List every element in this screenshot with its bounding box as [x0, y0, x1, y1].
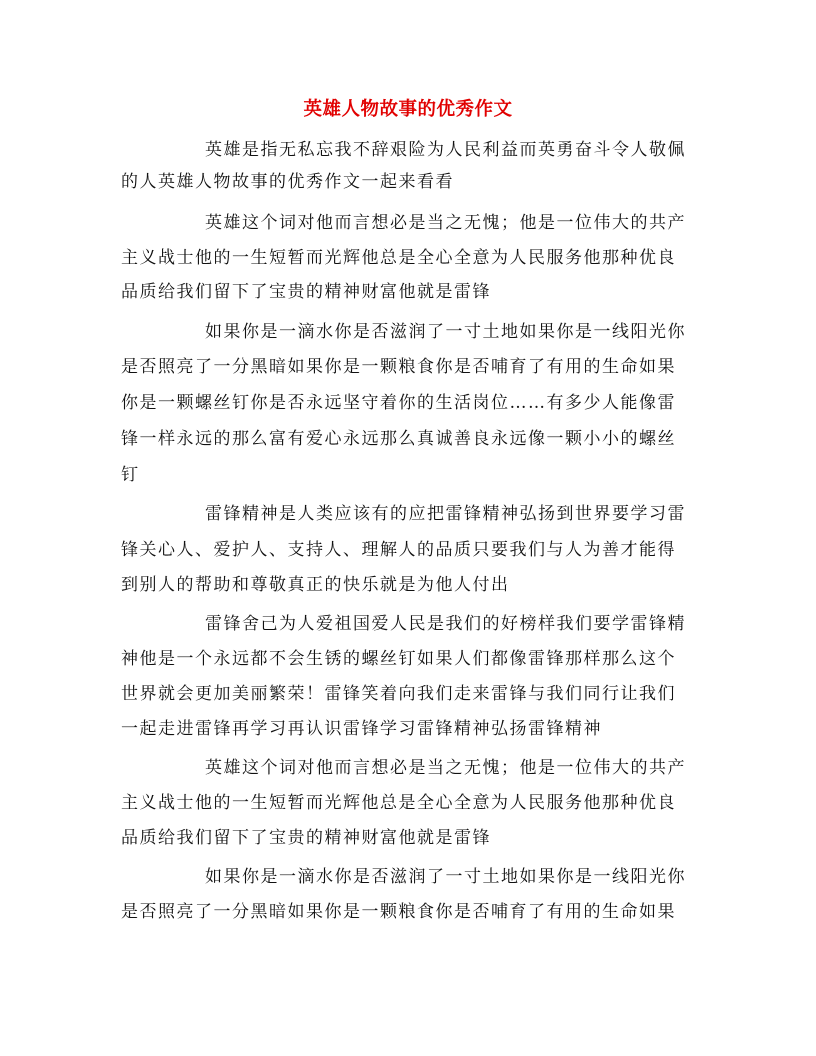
paragraph-6-line-3: 品质给我们留下了宝贵的精神财富他就是雷锋	[121, 828, 491, 848]
paragraph-2-line-1: 英雄这个词对他而言想必是当之无愧；他是一位伟大的共产	[205, 213, 686, 233]
document-title: 英雄人物故事的优秀作文	[303, 99, 513, 120]
paragraph-1-line-2: 的人英雄人物故事的优秀作文一起来看看	[121, 172, 454, 192]
paragraph-6-line-1: 英雄这个词对他而言想必是当之无愧；他是一位伟大的共产	[205, 758, 686, 778]
paragraph-5-line-4: 一起走进雷锋再学习再认识雷锋学习雷锋精神弘扬雷锋精神	[121, 719, 602, 739]
paragraph-3-line-1: 如果你是一滴水你是否滋润了一寸土地如果你是一线阳光你	[205, 322, 686, 342]
paragraph-7-line-1: 如果你是一滴水你是否滋润了一寸土地如果你是一线阳光你	[205, 867, 686, 887]
paragraph-3-line-3: 你是一颗螺丝钉你是否永远坚守着你的生活岗位……有多少人能像雷	[121, 393, 676, 413]
paragraph-3-line-2: 是否照亮了一分黑暗如果你是一颗粮食你是否哺育了有用的生命如果	[121, 357, 676, 377]
paragraph-3-line-4: 锋一样永远的那么富有爱心永远那么真诚善良永远像一颗小小的螺丝	[121, 429, 676, 449]
paragraph-1-line-1: 英雄是指无私忘我不辞艰险为人民利益而英勇奋斗令人敬佩	[205, 140, 686, 160]
paragraph-4-line-1: 雷锋精神是人类应该有的应把雷锋精神弘扬到世界要学习雷	[205, 504, 686, 524]
paragraph-2-line-2: 主义战士他的一生短暂而光辉他总是全心全意为人民服务他那种优良	[121, 248, 676, 268]
paragraph-5-line-3: 世界就会更加美丽繁荣！雷锋笑着向我们走来雷锋与我们同行让我们	[121, 684, 676, 704]
paragraph-5-line-2: 神他是一个永远都不会生锈的螺丝钉如果人们都像雷锋那样那么这个	[121, 649, 676, 669]
paragraph-5-line-1: 雷锋舍己为人爱祖国爱人民是我们的好榜样我们要学雷锋精	[205, 614, 686, 634]
paragraph-7-line-2: 是否照亮了一分黑暗如果你是一颗粮食你是否哺育了有用的生命如果	[121, 902, 676, 922]
paragraph-4-line-3: 到别人的帮助和尊敬真正的快乐就是为他人付出	[121, 575, 510, 595]
paragraph-6-line-2: 主义战士他的一生短暂而光辉他总是全心全意为人民服务他那种优良	[121, 793, 676, 813]
paragraph-2-line-3: 品质给我们留下了宝贵的精神财富他就是雷锋	[121, 282, 491, 302]
paragraph-3-line-5: 钉	[121, 465, 140, 485]
paragraph-4-line-2: 锋关心人、爱护人、支持人、理解人的品质只要我们与人为善才能得	[121, 540, 676, 560]
